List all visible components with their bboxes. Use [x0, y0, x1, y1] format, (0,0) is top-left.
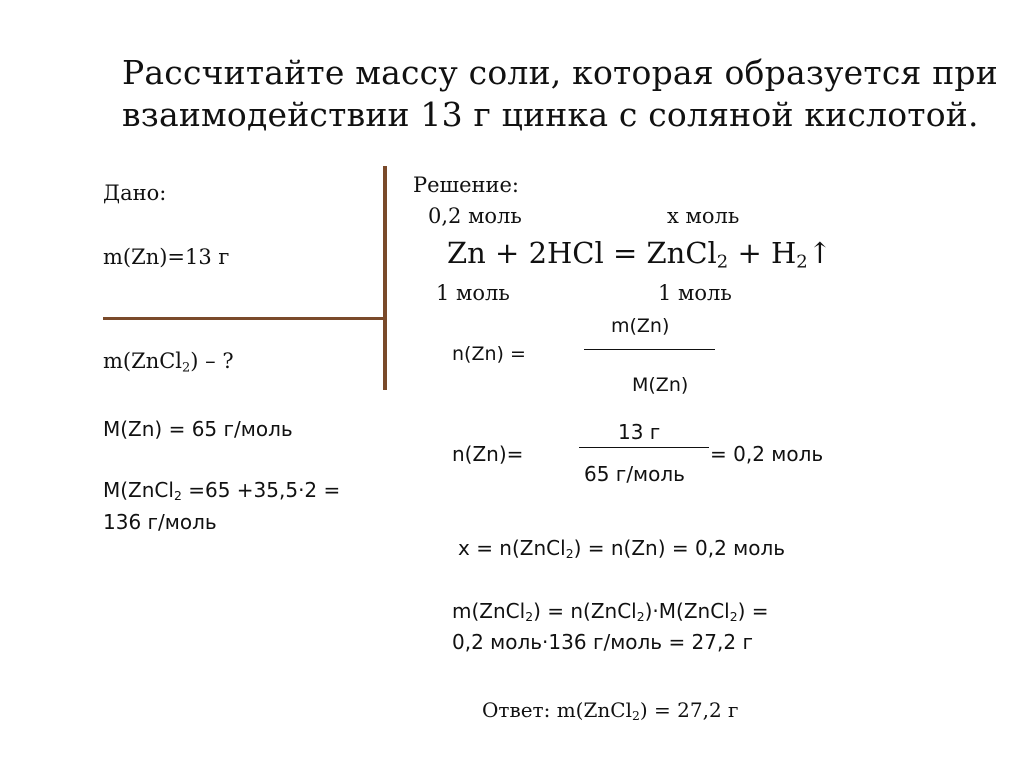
- answer-text-b: ) = 27,2 г: [639, 698, 739, 722]
- mass-text-d: ) =: [737, 599, 769, 623]
- equation-text-b: + H: [728, 236, 797, 270]
- below-zn-label: 1 моль: [436, 281, 510, 305]
- formula-denominator: M(Zn): [632, 374, 689, 396]
- problem-statement: Рассчитайте массу соли, которая образуется при взаимодействии 13 г цинка с соляной кислотой.: [122, 53, 998, 134]
- mass-subscript-2: 2: [636, 609, 645, 625]
- molar-mass-zn: M(Zn) = 65 г/моль: [103, 417, 293, 441]
- reaction-equation: [447, 236, 833, 273]
- molar-zncl2-text-b: =65 +35,5·2 =: [181, 478, 341, 502]
- x-text-b: ) = n(Zn) = 0,2 моль: [573, 536, 786, 560]
- calc-lhs: n(Zn)=: [452, 442, 524, 466]
- answer: [482, 697, 739, 723]
- equation-text-a: Zn + 2HCl = ZnCl: [447, 236, 717, 270]
- above-product-label: x моль: [667, 204, 740, 228]
- formula-lhs: n(Zn) =: [452, 343, 526, 365]
- find-text-a: m(ZnCl: [103, 349, 183, 373]
- calc-fraction-bar: [579, 447, 709, 448]
- mass-calculation: 0,2 моль·136 г/моль = 27,2 г: [452, 630, 753, 654]
- vertical-divider: [383, 166, 387, 390]
- molar-mass-zncl2-value: 136 г/моль: [103, 510, 217, 534]
- molar-zncl2-text-a: M(ZnCl: [103, 478, 174, 502]
- find-subscript: 2: [182, 360, 191, 376]
- mass-text-a: m(ZnCl: [452, 599, 526, 623]
- find-text-b: ) – ?: [190, 349, 234, 373]
- solution-header: Решение:: [413, 173, 520, 197]
- mass-text-b: ) = n(ZnCl: [533, 599, 637, 623]
- mass-text-c: )·M(ZnCl: [644, 599, 730, 623]
- molar-mass-zncl2: [103, 477, 340, 503]
- calc-numerator: 13 г: [618, 420, 661, 444]
- above-zn-label: 0,2 моль: [428, 204, 522, 228]
- gas-arrow-icon: ↑: [807, 236, 833, 270]
- equation-subscript-1: 2: [716, 251, 729, 273]
- mass-formula: [452, 598, 769, 624]
- formula-fraction-bar: [584, 349, 715, 350]
- x-text-a: x = n(ZnCl: [458, 536, 566, 560]
- horizontal-divider: [103, 317, 386, 320]
- answer-text-a: Ответ: m(ZnCl: [482, 698, 632, 722]
- answer-subscript: 2: [631, 708, 640, 724]
- x-subscript: 2: [565, 546, 574, 562]
- mass-subscript-3: 2: [729, 609, 738, 625]
- mass-subscript-1: 2: [525, 609, 534, 625]
- below-product-label: 1 моль: [658, 281, 732, 305]
- formula-numerator: m(Zn): [611, 315, 670, 337]
- equation-subscript-2: 2: [796, 251, 808, 273]
- calc-denominator: 65 г/моль: [584, 462, 685, 486]
- find-mass-zncl2: [103, 348, 234, 374]
- given-mass-zn: m(Zn)=13 г: [103, 245, 230, 269]
- x-relation: [458, 535, 785, 561]
- molar-zncl2-subscript: 2: [173, 488, 182, 504]
- given-header: Дано:: [103, 181, 167, 205]
- calc-result: = 0,2 моль: [710, 442, 824, 466]
